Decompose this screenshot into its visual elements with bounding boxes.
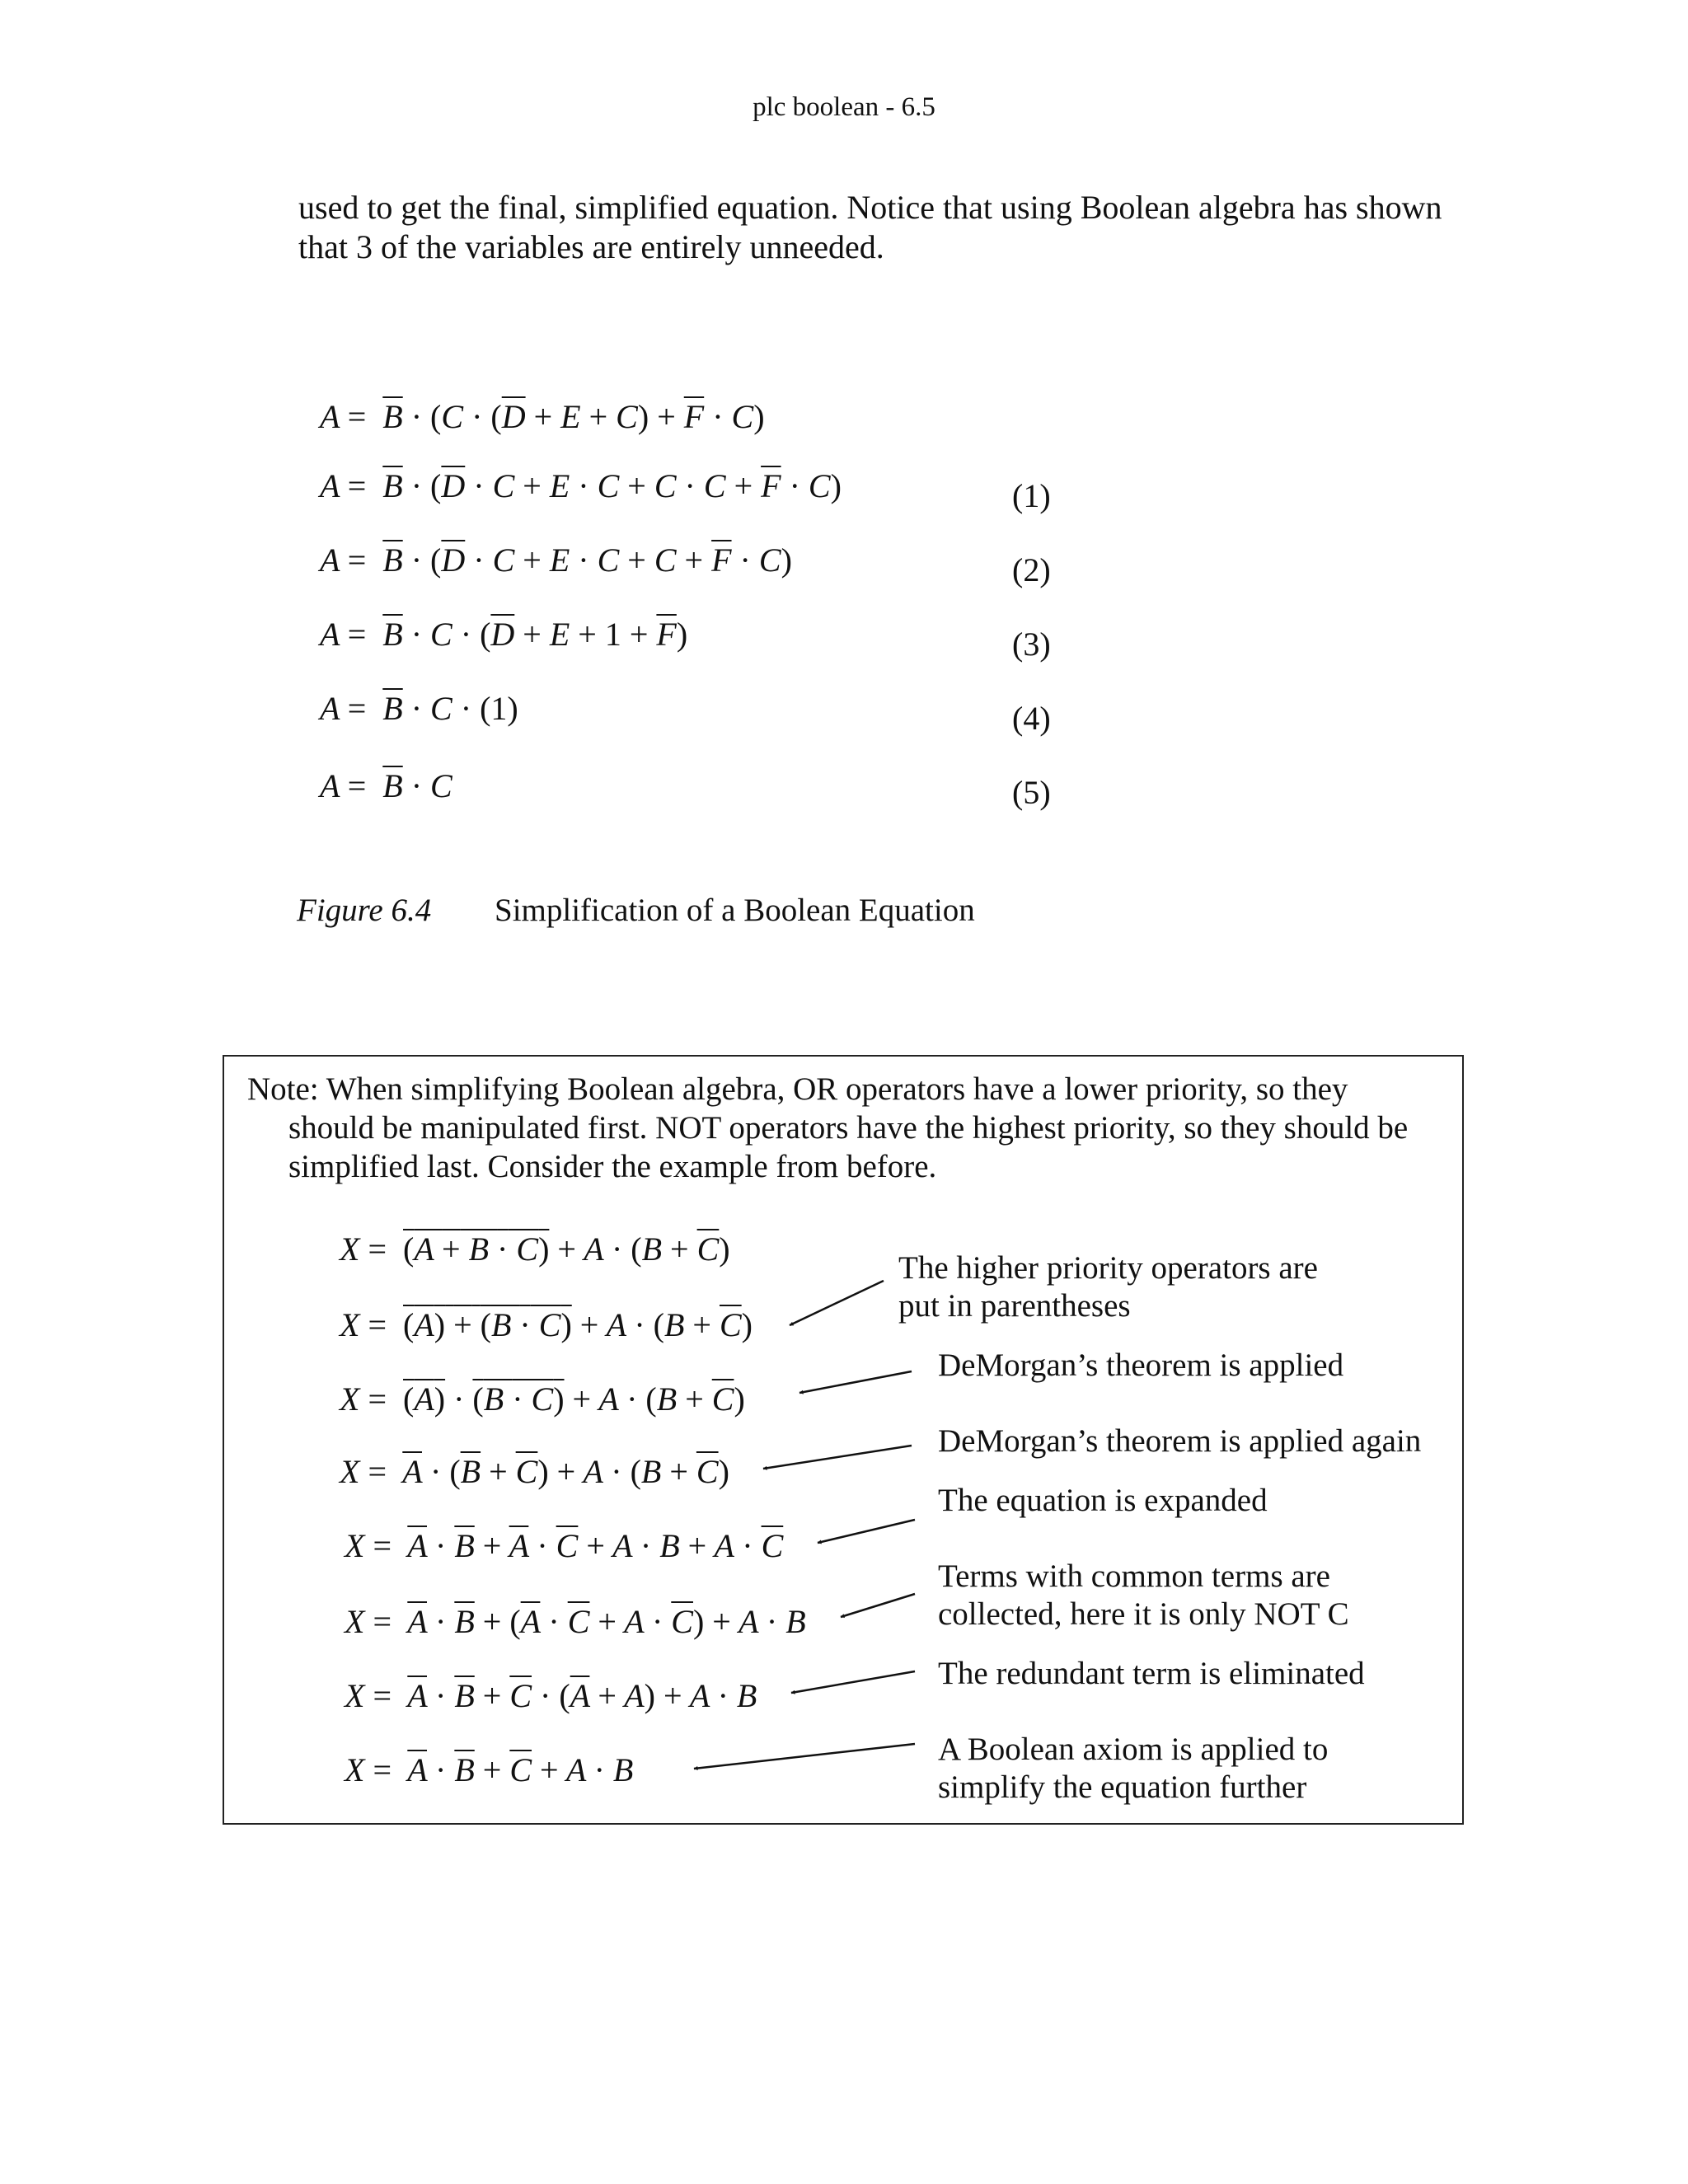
equation-number-3: (3)	[1012, 626, 1051, 663]
equation-0: $A = \overline{B} \cdot (C \cdot (\overline{D} + E + C) + \overline{F} \cdot C)$	[320, 398, 765, 435]
arrow-7	[694, 1744, 915, 1769]
equation-number-5: (5)	[1012, 774, 1051, 811]
arrow-4	[818, 1520, 915, 1543]
arrow-6	[791, 1671, 915, 1693]
equation-number-4: (4)	[1012, 700, 1051, 737]
annotation-1: The higher priority operators are put in parentheses	[898, 1250, 1318, 1324]
equation-number-1: (1)	[1012, 477, 1051, 514]
note-equation-4: $X = \overline{A} \cdot (\overline{B} + \overline{C}) + A \cdot (B + \overline{C})$	[340, 1453, 729, 1490]
note-equation-5: $X = \overline{A} \cdot \overline{B} + \overline{A} \cdot \overline{C} + A \cdot B + A \cdot \overline{C}$	[345, 1527, 784, 1564]
paragraph-line-1: used to get the final, simplified equation. Notice that using Boolean algebra has shown	[298, 189, 1442, 226]
note-equation-3: $X = (A) \cdot (B \cdot C) + A \cdot (B + \overline{C})$	[340, 1380, 745, 1418]
arrow-1	[790, 1281, 884, 1325]
equation-4: $A = \overline{B} \cdot C \cdot (1)$	[320, 690, 518, 727]
arrow-2	[799, 1371, 912, 1393]
equation-2: $A = \overline{B} \cdot (\overline{D} \cdot C + E \cdot C + C + \overline{F} \cdot C)$	[320, 541, 792, 579]
paragraph-line-2: that 3 of the variables are entirely unneeded.	[298, 228, 884, 265]
equation-1: $A = \overline{B} \cdot (\overline{D} \cdot C + E \cdot C + C \cdot C + \overline{F} \cdot C)$	[320, 467, 842, 504]
figure-label: Figure 6.4	[297, 893, 432, 928]
equation-5: $A = \overline{B} \cdot C$	[320, 767, 452, 804]
annotation-3: DeMorgan’s theorem is applied again	[938, 1423, 1422, 1459]
annotation-4: The equation is expanded	[938, 1483, 1268, 1518]
equation-3: $A = \overline{B} \cdot C \cdot (\overline{D} + E + 1 + \overline{F})$	[320, 616, 688, 653]
note-equation-7: $X = \overline{A} \cdot \overline{B} + \overline{C} \cdot (\overline{A} + A) + A \cdot B$	[345, 1677, 757, 1714]
figure-title: Simplification of a Boolean Equation	[495, 893, 975, 928]
arrow-3	[763, 1446, 912, 1469]
note-equation-2: $X = (A) + (B \cdot C) + A \cdot (B + \overline{C})$	[340, 1306, 753, 1343]
annotation-2: DeMorgan’s theorem is applied	[938, 1347, 1344, 1383]
annotation-7: A Boolean axiom is applied to simplify the equation further	[938, 1732, 1329, 1805]
note-line-3: simplified last. Consider the example from before.	[288, 1149, 937, 1184]
annotation-6: The redundant term is eliminated	[938, 1656, 1365, 1691]
equation-number-2: (2)	[1012, 551, 1051, 588]
annotation-5: Terms with common terms are collected, here it is only NOT C	[938, 1558, 1349, 1632]
page-header: plc boolean - 6.5	[753, 92, 935, 122]
note-equation-1: $X = (A + B \cdot C) + A \cdot (B + \overline{C})$	[340, 1230, 730, 1268]
note-line-2: should be manipulated first. NOT operators have the highest priority, so they should be	[288, 1110, 1409, 1146]
arrow-5	[841, 1594, 915, 1617]
note-line-1: Note: When simplifying Boolean algebra, OR operators have a lower priority, so they	[247, 1071, 1348, 1107]
note-equation-6: $X = \overline{A} \cdot \overline{B} + (\overline{A} \cdot \overline{C} + A \cdot \overline{C}) + A \cdot B$	[345, 1603, 806, 1640]
note-equation-8: $X = \overline{A} \cdot \overline{B} + \overline{C} + A \cdot B$	[345, 1751, 634, 1788]
